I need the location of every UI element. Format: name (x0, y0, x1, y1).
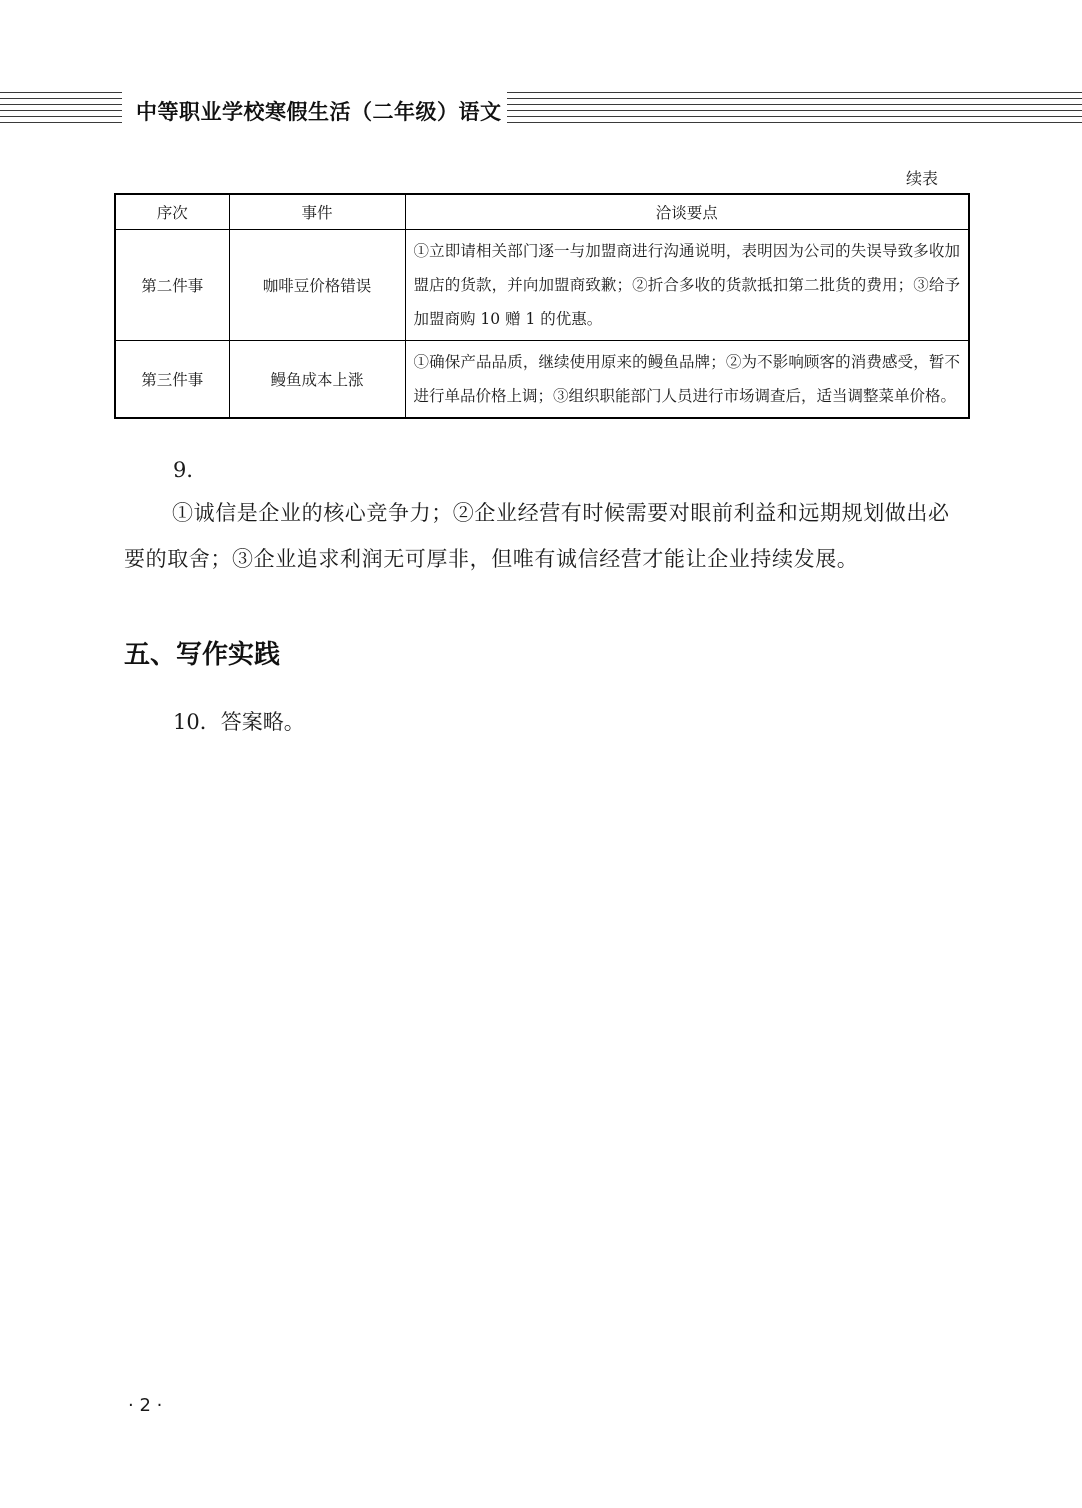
question-9-number: 9． (173, 458, 208, 482)
table-row (115, 341, 969, 419)
question-10: 10．答案略。 (173, 710, 305, 734)
question-9-answer: ①诚信是企业的核心竞争力；②企业经营有时候需要对眼前利益和远期规划做出必要的取舍；③企业追求利润无可厚非，但唯有诚信经营才能让企业持续发展。 (124, 501, 950, 571)
points-cell: ①确保产品品质，继续使用原来的鳗鱼品牌；②为不影响顾客的消费感受，暂不进行单品价格上调；③组织职能部门人员进行市场调查后，适当调整菜单价格。 (405, 341, 969, 419)
event-cell: 咖啡豆价格错误 (229, 230, 405, 341)
event-cell: 鳗鱼成本上涨 (229, 341, 405, 419)
order-cell: 第三件事 (115, 341, 229, 419)
order-cell: 第二件事 (115, 230, 229, 341)
header-rule-left (0, 86, 122, 130)
running-header (0, 86, 1082, 130)
header-rule-right (507, 86, 1082, 130)
page-number: · 2 · (128, 1395, 163, 1416)
table-caption: 续表 (906, 169, 939, 188)
header-title: 中等职业学校寒假生活（二年级）语文 (136, 100, 502, 124)
points-cell: ①立即请相关部门逐一与加盟商进行沟通说明，表明因为公司的失误导致多收加盟店的货款，并向加盟商致歉；②折合多收的货款抵扣第二批货的费用；③给予加盟商购 10 赠 1 的优惠。 (405, 230, 969, 341)
section-heading: 五、写作实践 (124, 640, 281, 670)
table-row (115, 230, 969, 341)
column-header: 事件 (229, 194, 405, 230)
negotiation-table (114, 193, 970, 419)
column-header: 序次 (115, 194, 229, 230)
column-header: 洽谈要点 (405, 194, 969, 230)
table-header-row (115, 194, 969, 230)
